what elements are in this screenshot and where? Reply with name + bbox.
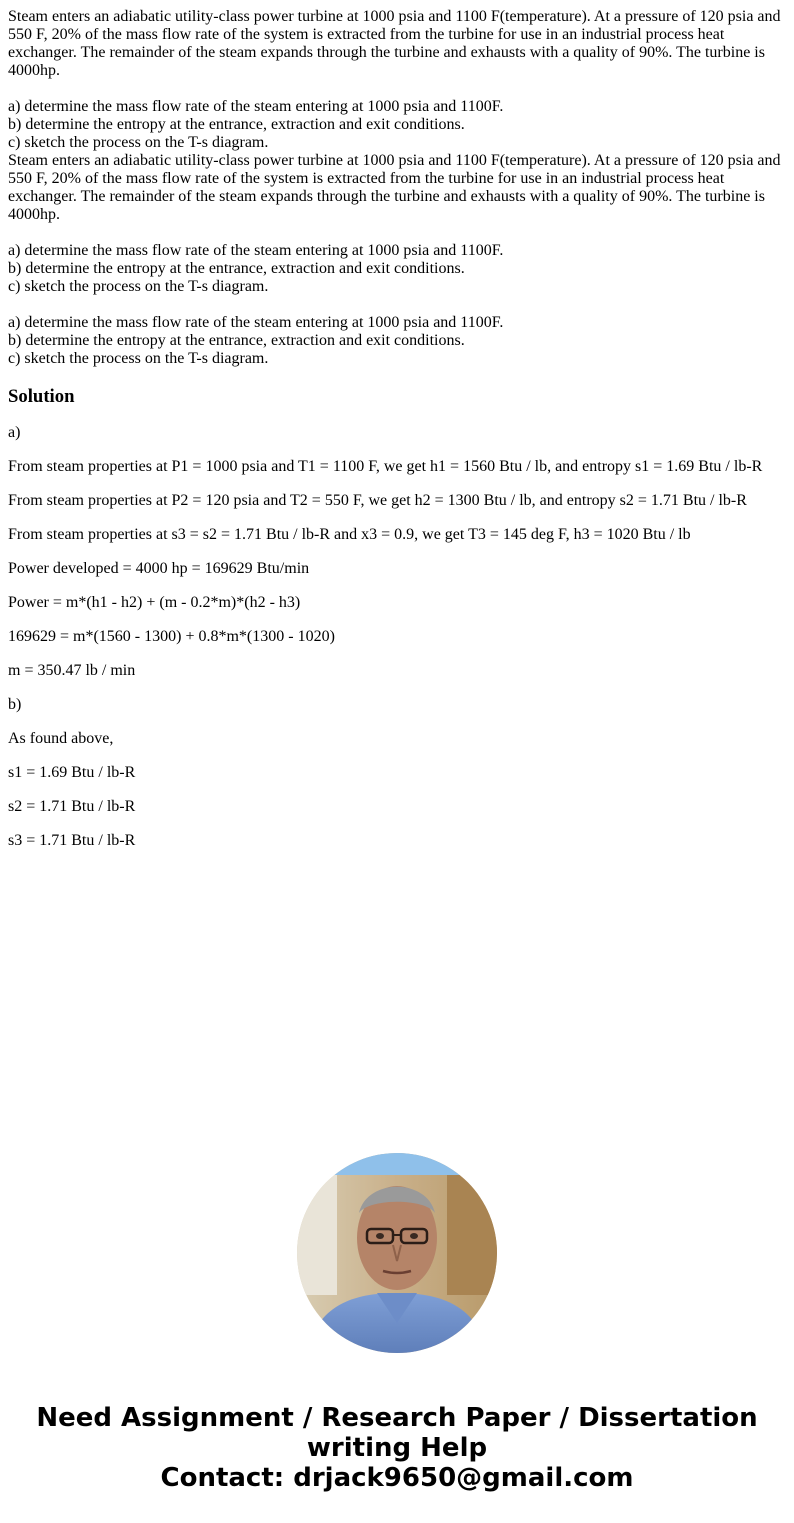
promo-line-1: Need Assignment / Research Paper / Dissertation	[36, 1403, 758, 1433]
solution-line: s2 = 1.71 Btu / lb-R	[8, 798, 136, 815]
question-part-c: c) sketch the process on the T-s diagram.	[8, 350, 269, 367]
question-part-c: c) sketch the process on the T-s diagram.	[8, 134, 269, 151]
question-paragraph: Steam enters an adiabatic utility-class power turbine at 1000 psia and 1100 F(temperature). At a pressure of 120 psia and 550 F, 20% of the mass flow rate of the system is extracted from the turbine for use in an industrial process heat exchanger. The remainder of the steam expands through the turbine and exhausts with a quality of 90%. The turbine is 4000hp.	[8, 152, 781, 223]
question-part-b: b) determine the entropy at the entrance, extraction and exit conditions.	[8, 332, 465, 349]
solution-line: From steam properties at P2 = 120 psia and T2 = 550 F, we get h2 = 1300 Btu / lb, and entropy s2 = 1.71 Btu / lb-R	[8, 492, 747, 509]
question-part-a: a) determine the mass flow rate of the steam entering at 1000 psia and 1100F.	[8, 98, 504, 115]
solution-line: Power = m*(h1 - h2) + (m - 0.2*m)*(h2 - h3)	[8, 594, 301, 611]
question-paragraph: Steam enters an adiabatic utility-class power turbine at 1000 psia and 1100 F(temperature). At a pressure of 120 psia and 550 F, 20% of the mass flow rate of the system is extracted from the turbine for use in an industrial process heat exchanger. The remainder of the steam expands through the turbine and exhausts with a quality of 90%. The turbine is 4000hp.	[8, 8, 781, 79]
question-block-2	[8, 152, 786, 368]
solution-line: s1 = 1.69 Btu / lb-R	[8, 764, 136, 781]
solution-line: From steam properties at s3 = s2 = 1.71 Btu / lb-R and x3 = 0.9, we get T3 = 145 deg F, h3 = 1020 Btu / lb	[8, 526, 691, 543]
question-part-b: b) determine the entropy at the entrance, extraction and exit conditions.	[8, 260, 465, 277]
question-part-a: a) determine the mass flow rate of the steam entering at 1000 psia and 1100F.	[8, 314, 504, 331]
question-block-1	[8, 8, 786, 152]
promo-contact: Contact: drjack9650@gmail.com	[160, 1463, 634, 1493]
solution-heading: Solution	[8, 386, 75, 407]
solution-line: b)	[8, 696, 22, 713]
solution-line: Power developed = 4000 hp = 169629 Btu/min	[8, 560, 310, 577]
solution-line: m = 350.47 lb / min	[8, 662, 136, 679]
question-part-a: a) determine the mass flow rate of the steam entering at 1000 psia and 1100F.	[8, 242, 504, 259]
author-portrait-image	[297, 1153, 497, 1353]
question-part-b: b) determine the entropy at the entrance, extraction and exit conditions.	[8, 116, 465, 133]
question-part-c: c) sketch the process on the T-s diagram.	[8, 278, 269, 295]
solution-line: As found above,	[8, 730, 114, 747]
solution-line: s3 = 1.71 Btu / lb-R	[8, 832, 136, 849]
document-body	[8, 8, 786, 850]
promo-banner	[0, 1403, 794, 1493]
solution-line: From steam properties at P1 = 1000 psia and T1 = 1100 F, we get h1 = 1560 Btu / lb, and entropy s1 = 1.69 Btu / lb-R	[8, 458, 763, 475]
author-avatar	[297, 1153, 497, 1353]
solution-body	[8, 424, 786, 850]
solution-line: 169629 = m*(1560 - 1300) + 0.8*m*(1300 - 1020)	[8, 628, 335, 645]
promo-line-2: writing Help	[306, 1433, 488, 1463]
solution-line: a)	[8, 424, 21, 441]
